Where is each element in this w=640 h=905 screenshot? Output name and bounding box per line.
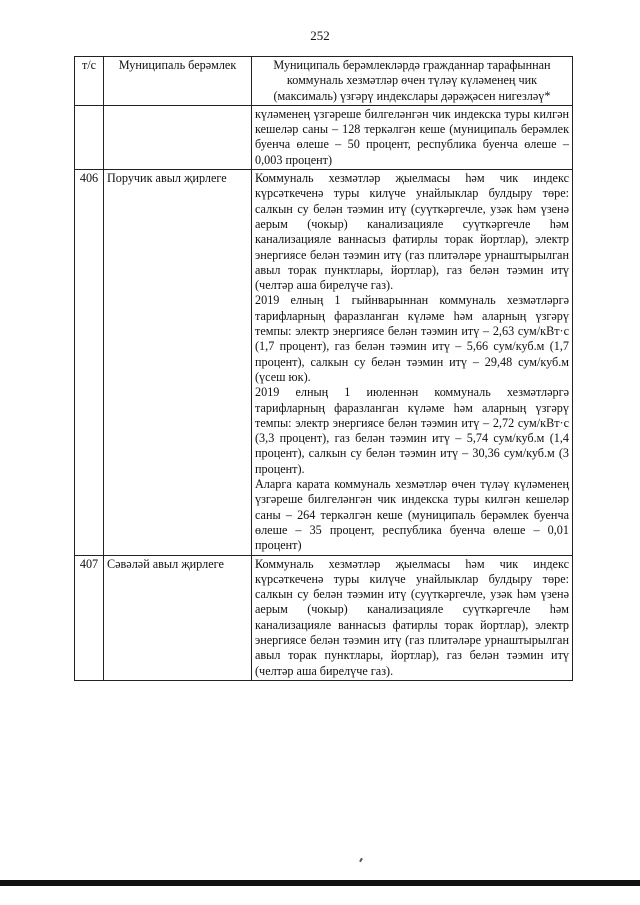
table-row <box>75 105 573 169</box>
header-justification: Муниципаль берәмлекләрдә гражданнар тарафыннан коммуналь хезмәтләр өчен түләү күләменең чик (максималь) үзгәрү индекслары дәрәҗәсен нигезләү* <box>252 57 573 106</box>
row-justification <box>252 105 573 169</box>
row-number: 406 <box>75 170 104 555</box>
row-paragraph: Коммуналь хезмәтләр җыелмасы һәм чик индекс күрсәткеченә туры килүче унайлыклар булдыру төре: салкын су белән тәэмин итү (суүткәргечле, узәк һәм үзенә аерым (чокыр) канализацияле суүткәргечле һәм канализацияле ваннасыз фатирлы торак йортлар), электр энергиясе белән тәэмин итү (газ плитәләре урнаштырылган авыл торак пунктлары, йортлар), газ белән тәэмин итү (челтәр аша бирелүче газ). <box>255 556 569 678</box>
scan-bottom-edge <box>0 880 640 886</box>
row-number <box>75 105 104 169</box>
row-municipality: Сәвәләй авыл җирлеге <box>104 555 252 680</box>
row-municipality <box>104 105 252 169</box>
row-justification <box>252 555 573 680</box>
row-paragraph: күләменең үзгәреше билгеләнгән чик индекска туры килгән кешеләр саны – 128 теркәлгән кеше (муниципаль берәмлек буенча өлеше – 50 процент, республика буенча өлеше – 0,003 процент) <box>255 106 569 167</box>
row-justification <box>252 170 573 555</box>
page-number: 252 <box>310 28 330 43</box>
row-municipality: Поручик авыл җирлеге <box>104 170 252 555</box>
table-row <box>75 555 573 680</box>
row-paragraph: 2019 елның 1 гыйнварыннан коммуналь хезмәтләргә тарифларның фаразланган күләме һәм аларның үзгәрү темпы: электр энергиясе белән тәэмин итү – 2,63 сум/кВт·с (1,7 процент), газ белән тәэмин итү – 5,66 сум/куб.м (1,7 процент), салкын су белән тәэмин итү – 29,48 сум/куб.м (үсеш юк). <box>255 293 569 384</box>
table-header-row <box>75 57 573 106</box>
row-paragraph: Аларга карата коммуналь хезмәтләр өчен түләү күләменең үзгәреше билгеләнгән чик индекска туры килгән кешеләр саны – 264 теркәлгән кеше (муниципаль берәмлек буенча өлеше – 35 процент, республика буенча өлеше – 0,01 процент) <box>255 477 569 553</box>
table-row <box>75 170 573 555</box>
row-paragraph: 2019 елның 1 июленнән коммуналь хезмәтләргә тарифларның фаразланган күләме һәм аларның үзгәрү темпы: электр энергиясе белән тәэмин итү – 2,72 сум/кВт·с (3,3 процент), газ белән тәэмин итү – 5,74 сум/куб.м (1,4 процент), салкын су белән тәэмин итү – 30,36 сум/куб.м (3 процент). <box>255 385 569 476</box>
scan-speck <box>359 858 363 862</box>
header-municipality: Муниципаль берәмлек <box>104 57 252 106</box>
row-paragraph: Коммуналь хезмәтләр җыелмасы һәм чик индекс күрсәткеченә туры килүче унайлыклар булдыру төре: салкын су белән тәэмин итү (суүткәргечле, узәк һәм үзенә аерым (чокыр) канализацияле суүткәргечле һәм канализацияле ваннасыз фатирлы торак йортлар), электр энергиясе белән тәэмин итү (газ плитәләре урнаштырылган авыл торак пунктлары, йортлар), газ белән тәэмин итү (челтәр аша бирелүче газ). <box>255 171 569 293</box>
header-number: т/с <box>75 57 104 106</box>
tariff-table <box>74 56 573 681</box>
row-number: 407 <box>75 555 104 680</box>
